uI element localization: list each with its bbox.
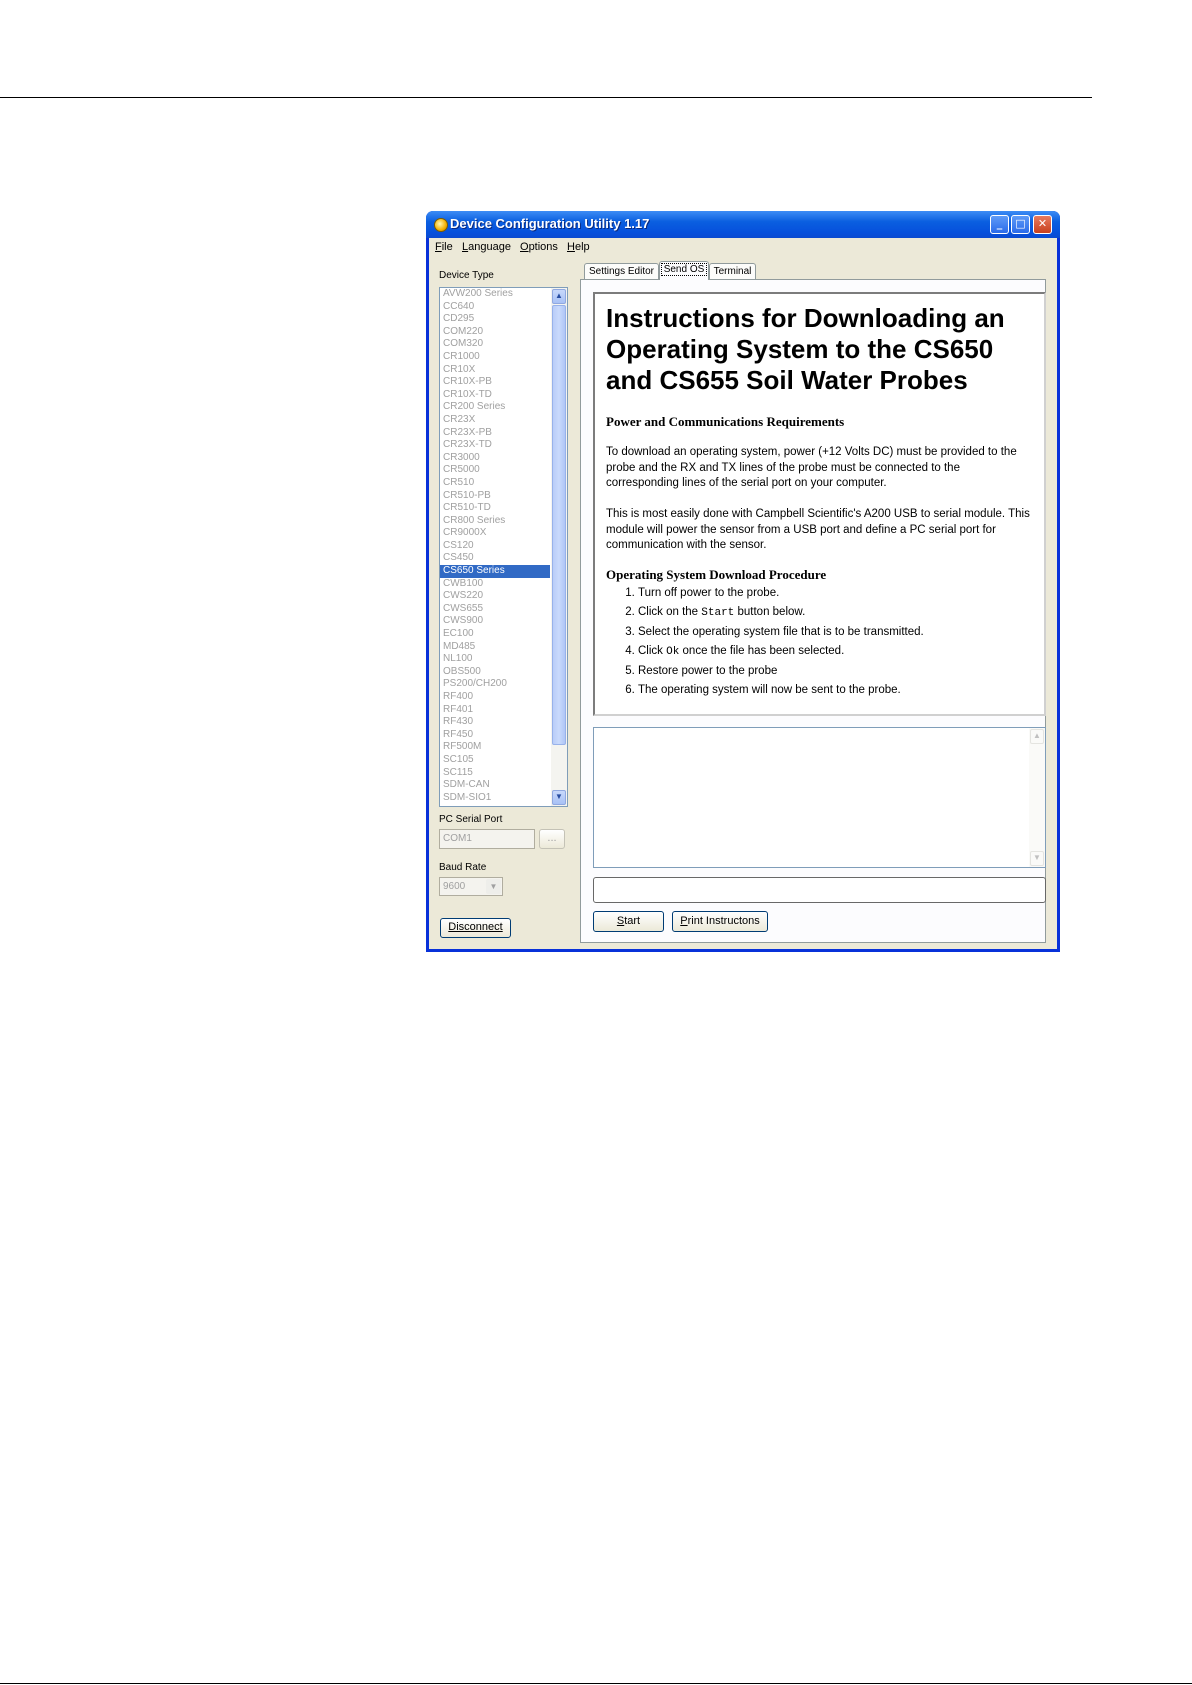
list-item[interactable]: CR5000	[443, 464, 480, 476]
list-item[interactable]: COM220	[443, 325, 484, 337]
list-item[interactable]: CR3000	[443, 451, 480, 463]
list-item[interactable]: CS650 Series	[440, 565, 550, 578]
list-item[interactable]: SC105	[443, 753, 474, 765]
list-item[interactable]: SC115	[443, 766, 473, 778]
menu-file[interactable]: File	[435, 241, 453, 253]
menu-help[interactable]: Help	[567, 241, 590, 253]
scroll-down-icon[interactable]: ▼	[552, 790, 566, 805]
list-item[interactable]: OBS500	[443, 665, 481, 677]
window-client	[429, 238, 1057, 949]
list-item[interactable]: SDM-SIO1	[443, 791, 492, 803]
print-instructions-button[interactable]	[672, 911, 768, 932]
disconnect-button[interactable]: Disconnect	[440, 918, 511, 938]
instructions-title: Instructions for Downloading an Operating System to the CS650 and CS655 Soil Water Probes	[606, 303, 1005, 395]
print-button-accel: P	[680, 915, 688, 927]
serial-port-label: PC Serial Port	[439, 814, 503, 825]
list-item[interactable]: CD295	[443, 313, 475, 325]
device-items	[440, 288, 567, 804]
output-log-scrollbar[interactable]	[1029, 728, 1045, 867]
list-item[interactable]: CR9000X	[443, 527, 487, 539]
list-item[interactable]: CS120	[443, 539, 474, 551]
baud-rate-select[interactable]	[439, 877, 503, 896]
list-item[interactable]: AVW200 Series	[443, 288, 513, 299]
list-item[interactable]: SDM-CAN	[443, 779, 490, 791]
title-bar[interactable]	[426, 211, 1060, 238]
list-item[interactable]: MD485	[443, 640, 476, 652]
app-window	[426, 211, 1060, 952]
output-log[interactable]	[593, 727, 1046, 868]
list-item[interactable]: CR10X-TD	[443, 388, 492, 400]
list-item[interactable]: CR510	[443, 476, 475, 488]
step-1: 1. Turn off power to the probe.	[638, 584, 924, 603]
minimize-button[interactable]: _	[990, 215, 1009, 234]
start-button-accel: S	[616, 915, 625, 927]
list-item[interactable]: CR10X	[443, 363, 476, 375]
list-item[interactable]: CR1000	[443, 350, 480, 362]
procedure-heading: Operating System Download Procedure	[606, 567, 827, 582]
a200-paragraph: This is most easily done with Campbell Scientific's A200 USB to serial module. This module will power the sensor from a USB port and define a PC serial port for communication with the sensor.	[606, 508, 1030, 551]
list-item[interactable]: CR23X	[443, 413, 476, 425]
app-icon	[434, 218, 448, 232]
list-item[interactable]: RF400	[443, 691, 474, 702]
device-list-scrollbar[interactable]	[551, 288, 567, 806]
page-header-rule	[0, 97, 1092, 98]
list-item[interactable]: CR510-PB	[443, 489, 491, 501]
baud-rate-value: 9600	[443, 881, 466, 892]
menu-language[interactable]: Language	[462, 241, 511, 253]
list-item[interactable]: CS450	[443, 552, 474, 564]
list-item[interactable]: CR800 Series	[443, 514, 506, 526]
list-item[interactable]: CR200 Series	[443, 401, 506, 413]
list-item[interactable]: RF500M	[443, 741, 482, 753]
combo-arrow-icon[interactable]: ▼	[486, 879, 501, 894]
list-item[interactable]: CWB100	[443, 577, 484, 589]
step-3: 3. Select the operating system file that is to be transmitted.	[638, 623, 924, 642]
list-item[interactable]: CWS900	[443, 615, 484, 627]
log-scroll-up-icon[interactable]: ▲	[1030, 729, 1044, 744]
close-button[interactable]: ✕	[1033, 215, 1052, 234]
list-item[interactable]: CR510-TD	[443, 502, 491, 514]
list-item[interactable]: CWS220	[443, 590, 484, 602]
list-item[interactable]: RF450	[443, 728, 474, 740]
list-item[interactable]: COM320	[443, 338, 484, 350]
maximize-button[interactable]: □	[1011, 215, 1030, 234]
print-button-label: rint Instructons	[687, 915, 760, 927]
start-button-label: tart	[624, 915, 641, 927]
menu-options[interactable]: Options	[520, 241, 558, 253]
tab-send-os-label: Send OS	[661, 263, 708, 276]
power-paragraph: To download an operating system, power (+12 Volts DC) must be provided to the probe and the RX and TX lines of the probe must be connected to the corresponding lines of the serial port on your computer.	[606, 446, 1017, 489]
start-button[interactable]	[593, 911, 664, 932]
list-item[interactable]: CWS655	[443, 602, 484, 614]
list-item[interactable]: PS200/CH200	[443, 678, 507, 690]
list-item[interactable]: NL100	[443, 653, 473, 665]
send-os-panel	[580, 279, 1046, 943]
log-scroll-down-icon[interactable]: ▼	[1030, 851, 1044, 866]
list-item[interactable]: RF401	[443, 703, 474, 715]
page-footer-rule	[0, 1683, 1192, 1684]
scroll-thumb[interactable]	[552, 305, 566, 745]
window-title: Device Configuration Utility 1.17	[450, 216, 650, 231]
progress-bar	[593, 877, 1046, 903]
tab-send-os[interactable]	[659, 261, 709, 280]
device-type-list[interactable]	[439, 287, 568, 807]
baud-rate-label: Baud Rate	[439, 862, 487, 873]
instructions-document[interactable]	[593, 292, 1046, 716]
device-type-label: Device Type	[439, 270, 494, 281]
list-item[interactable]: CR10X-PB	[443, 376, 492, 388]
list-item[interactable]: EC100	[443, 628, 474, 640]
tab-terminal[interactable]: Terminal	[709, 263, 756, 280]
serial-port-field[interactable]: COM1	[439, 829, 535, 849]
procedure-steps	[606, 584, 924, 700]
list-item[interactable]: RF430	[443, 716, 474, 728]
list-item[interactable]: CR23X-PB	[443, 426, 492, 438]
scroll-up-icon[interactable]: ▲	[552, 289, 566, 304]
tab-settings-editor[interactable]: Settings Editor	[584, 263, 659, 280]
menu-bar	[429, 238, 1057, 256]
step-5: 5. Restore power to the probe	[638, 662, 924, 681]
list-item[interactable]: CR23X-TD	[443, 439, 492, 451]
step-6: 6. The operating system will now be sent to the probe.	[638, 681, 924, 700]
browse-port-button[interactable]: ...	[539, 829, 565, 849]
step-2: 2. Click on the Start button below.	[638, 603, 924, 623]
power-heading: Power and Communications Requirements	[606, 414, 845, 429]
step-4: 4. Click Ok once the file has been selected.	[638, 642, 924, 662]
list-item[interactable]: CC640	[443, 300, 475, 312]
